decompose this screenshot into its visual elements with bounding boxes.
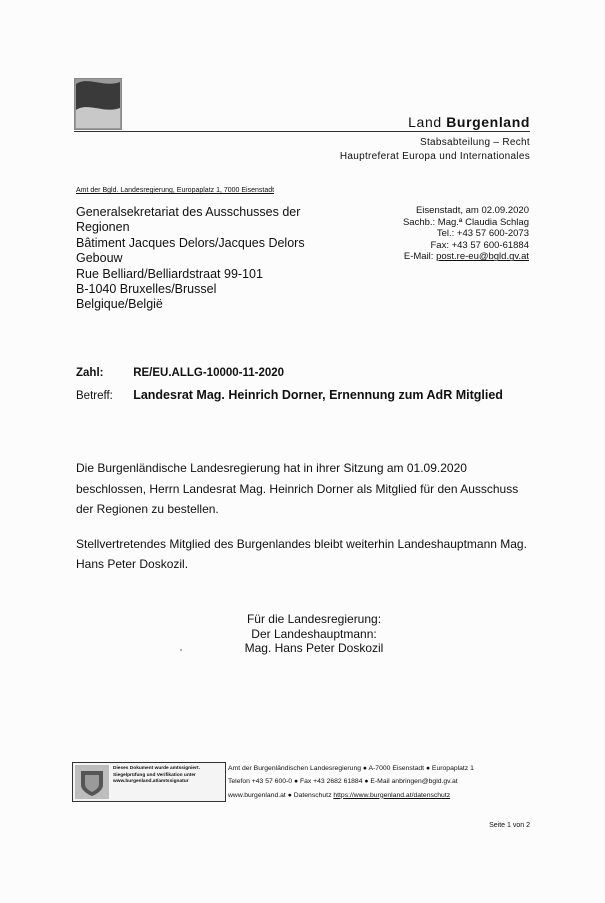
fax-line: Fax: +43 57 600-61884 [430,239,529,251]
body-paragraph: Die Burgenländische Landesregierung hat in ihrer Sitzung am 01.09.2020 beschlossen, Herrn Landesrat Mag. Heinrich Dorner als Mitglied für den Ausschuss der Regionen zu bestellen. [76,461,519,516]
reference-block [76,362,503,407]
header-divider [74,131,530,132]
footer-contact [228,762,474,802]
privacy-link[interactable]: https://www.burgenland.at/datenschutz [333,791,451,799]
footer-address: Amt der Burgenländischen Landesregierung ● A-7000 Eisenstadt ● Europaplatz 1 [228,765,474,772]
betreff-label: Betreff: [76,390,113,402]
recipient-line: Bâtiment Jacques Delors/Jacques Delors [76,235,305,250]
signature-line: Der Landeshauptmann: [251,626,377,641]
recipient-line: Rue Belliard/Belliardstraat 99-101 [76,266,263,281]
signature-block [214,612,414,656]
recipient-line: B-1040 Bruxelles/Brussel [76,282,217,297]
seal-line[interactable]: www.burgenland.at/amtssignatur [113,779,189,785]
seal-emblem-icon [75,765,109,799]
brand-bold: Burgenland [446,114,530,130]
email-line [403,251,529,263]
department-block [340,136,530,164]
seal-line: Dieses Dokument wurde amtssigniert. [113,766,200,771]
betreff-value: Landesrat Mag. Heinrich Dorner, Ernennung zum AdR Mitglied [133,388,503,402]
clerk-line: Sachb.: Mag.ª Claudia Schlag [402,216,529,228]
seal-text [113,766,200,786]
recipient-line: Generalsekretariat des Ausschusses der [76,205,301,219]
body-paragraph: Stellvertretendes Mitglied des Burgenlandes bleibt weiterhin Landeshauptmann Mag. Hans Peter Doskozil. [76,536,527,571]
page-number: Seite 1 von 2 [489,822,530,829]
coat-of-arms-logo [74,78,122,130]
letter-body [76,458,536,589]
footer-web [228,789,474,802]
betreff-row [76,384,503,407]
recipient-address [76,205,305,313]
email-link[interactable]: post.re-eu@bgld.gv.at [436,251,529,263]
brand-title [408,114,530,130]
date-line: Eisenstadt, am 02.09.2020 [415,205,529,216]
official-signature-seal [72,762,226,802]
zahl-row [76,362,503,384]
signature-line: Mag. Hans Peter Doskozil [244,641,384,655]
recipient-line: Regionen [76,220,130,235]
recipient-line: Belgique/België [76,297,163,312]
seal-line: Siegelprüfung und Verifikation unter [113,772,196,778]
letter-meta [403,205,529,263]
footer-web-text: www.burgenland.at ● Datenschutz [228,791,334,799]
tel-line: Tel.: +43 57 600-2073 [436,228,529,240]
recipient-line: Gebouw [76,251,123,266]
footer-phone: Telefon +43 57 600-0 ● Fax +43 2682 61884 ● E-Mail anbringen@bgld.gv.at [228,778,458,786]
division-line: Stabsabteilung – Recht [419,137,530,148]
footer [72,762,532,804]
zahl-label: Zahl: [76,367,104,379]
zahl-value: RE/EU.ALLG-10000-11-2020 [133,367,285,379]
signature-line: Für die Landesregierung: [246,612,382,626]
unit-line: Hauptreferat Europa und Internationales [339,151,530,162]
sender-line: Amt der Bgld. Landesregierung, Europaplatz 1, 7000 Eisenstadt [76,187,275,194]
scan-speck [180,649,182,651]
email-label: E-Mail: [403,251,437,263]
brand-plain: Land [408,114,442,130]
